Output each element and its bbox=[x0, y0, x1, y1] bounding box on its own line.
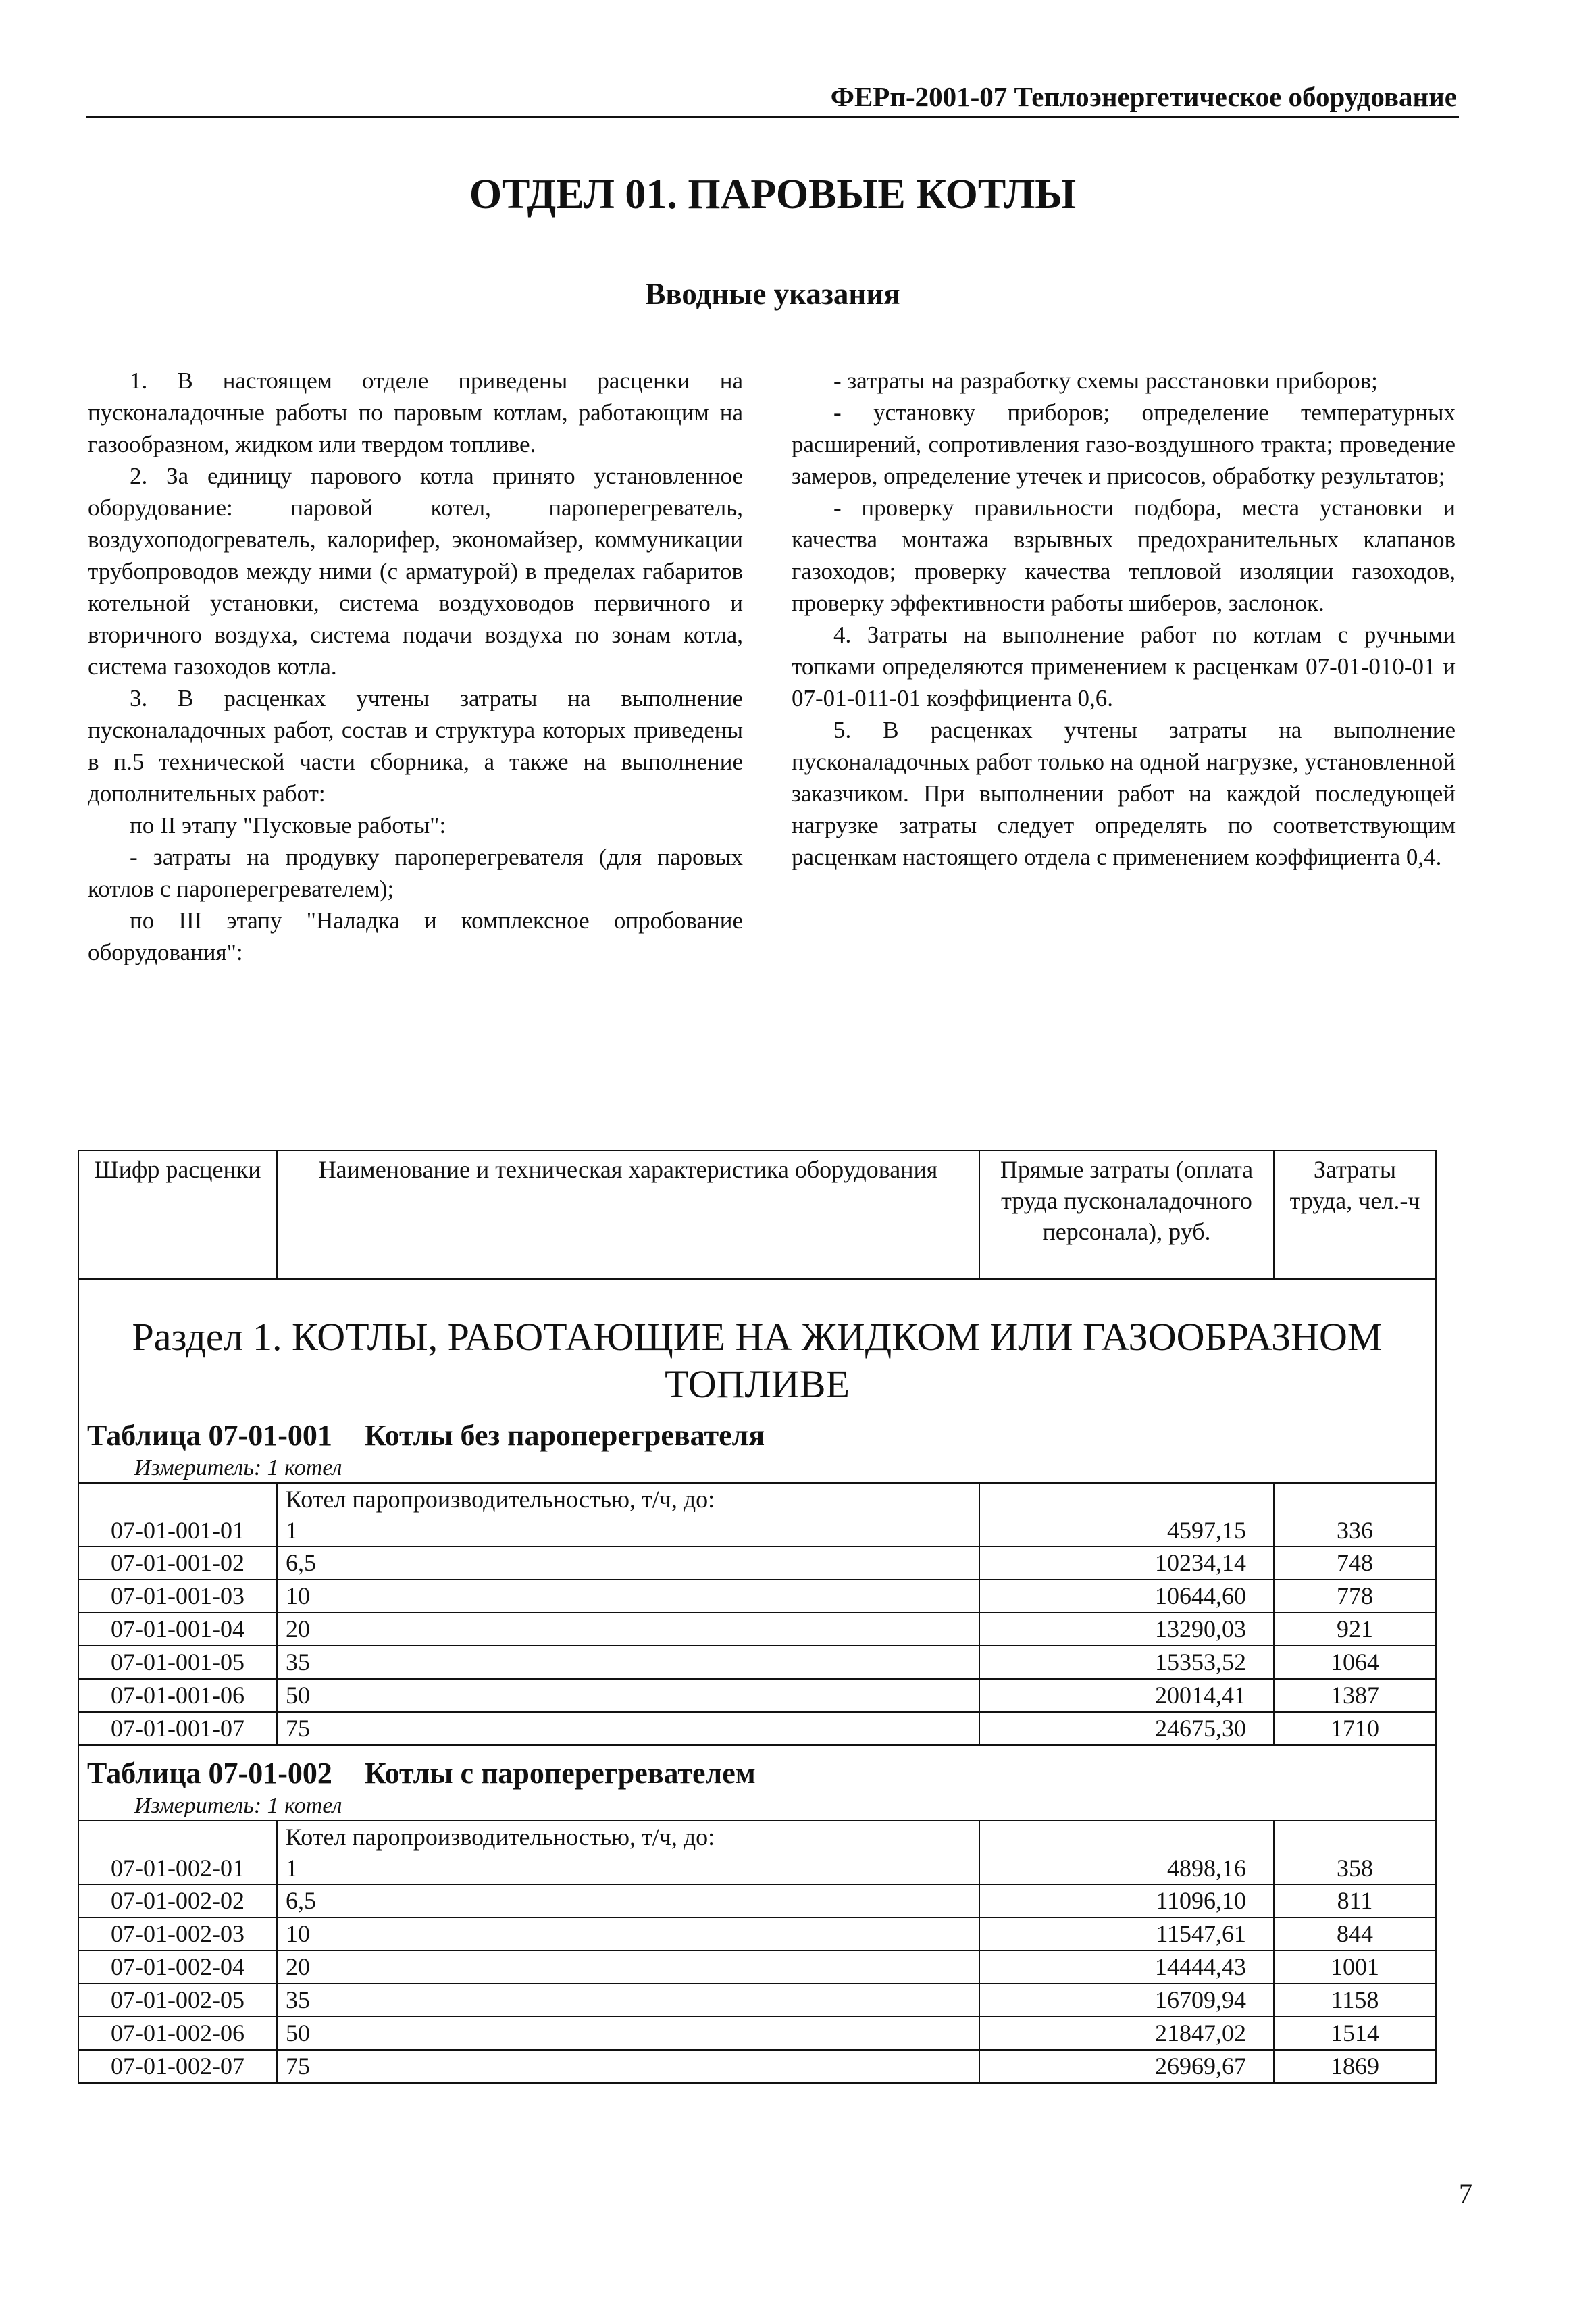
header-rule bbox=[86, 116, 1459, 118]
capacity-value: 75 bbox=[277, 1712, 979, 1745]
labor-hours: 1064 bbox=[1274, 1646, 1436, 1679]
intro-paragraph: по II этапу "Пусковые работы": bbox=[130, 812, 446, 838]
labor-hours: 1387 bbox=[1274, 1679, 1436, 1712]
table-row bbox=[78, 1884, 1436, 1917]
header-direct-cost: Прямые затраты (оплата труда пусконаладочного персонала), руб. bbox=[979, 1151, 1274, 1279]
intro-paragraph: - установку приборов; определение температурных расширений, сопротивления газо-воздушного тракта; проведение замеров, определение утечек и присосов, обработку результатов; bbox=[792, 399, 1456, 489]
header-labor: Затраты труда, чел.-ч bbox=[1274, 1151, 1436, 1279]
labor-hours: 748 bbox=[1274, 1546, 1436, 1580]
table-row bbox=[78, 1712, 1436, 1745]
capacity-value: 1 bbox=[286, 1517, 298, 1544]
rate-code: 07-01-001-06 bbox=[78, 1679, 277, 1712]
labor-hours: 1869 bbox=[1274, 2050, 1436, 2083]
direct-cost: 4597,15 bbox=[979, 1483, 1274, 1546]
intro-paragraph: - затраты на разработку схемы расстановки приборов; bbox=[833, 368, 1378, 394]
table-name: Котлы с пароперегревателем bbox=[364, 1757, 756, 1790]
rate-code: 07-01-001-03 bbox=[78, 1580, 277, 1613]
table-row bbox=[78, 1821, 1436, 1884]
direct-cost: 10234,14 bbox=[979, 1546, 1274, 1580]
boiler-label: Котел паропроизводительностью, т/ч, до: bbox=[286, 1823, 715, 1851]
page-number: 7 bbox=[1459, 2178, 1472, 2209]
rate-code: 07-01-001-02 bbox=[78, 1546, 277, 1580]
table-row bbox=[78, 1646, 1436, 1679]
table-title bbox=[78, 1745, 1436, 1792]
labor-hours: 1514 bbox=[1274, 2017, 1436, 2050]
intro-right-column bbox=[792, 365, 1456, 873]
table-row bbox=[78, 1917, 1436, 1951]
table-title-row bbox=[78, 1745, 1436, 1792]
direct-cost: 14444,43 bbox=[979, 1951, 1274, 1984]
intro-paragraph: по III этапу "Наладка и комплексное опробование оборудования": bbox=[88, 907, 743, 965]
rate-code: 07-01-002-03 bbox=[78, 1917, 277, 1951]
header-code: Шифр расценки bbox=[78, 1151, 277, 1279]
labor-hours: 1001 bbox=[1274, 1951, 1436, 1984]
table-row bbox=[78, 1613, 1436, 1646]
table-body bbox=[78, 1279, 1436, 2083]
direct-cost: 21847,02 bbox=[979, 2017, 1274, 2050]
direct-cost: 11547,61 bbox=[979, 1917, 1274, 1951]
measure-unit: Измеритель: 1 котел bbox=[78, 1792, 1436, 1821]
capacity-value: 1 bbox=[286, 1855, 298, 1882]
capacity-value: 6,5 bbox=[277, 1884, 979, 1917]
rate-code: 07-01-002-01 bbox=[78, 1821, 277, 1884]
capacity-value: 50 bbox=[277, 1679, 979, 1712]
table-row bbox=[78, 2050, 1436, 2083]
section-title: ОТДЕЛ 01. ПАРОВЫЕ КОТЛЫ bbox=[469, 172, 1077, 218]
labor-hours: 811 bbox=[1274, 1884, 1436, 1917]
rate-code: 07-01-002-06 bbox=[78, 2017, 277, 2050]
direct-cost: 16709,94 bbox=[979, 1984, 1274, 2017]
rates-table bbox=[78, 1150, 1437, 2084]
part-title-row bbox=[78, 1279, 1436, 1408]
capacity-value: 10 bbox=[277, 1580, 979, 1613]
boiler-label: Котел паропроизводительностью, т/ч, до: bbox=[286, 1486, 715, 1513]
table-title bbox=[78, 1408, 1436, 1454]
direct-cost: 26969,67 bbox=[979, 2050, 1274, 2083]
capacity-value: 35 bbox=[277, 1646, 979, 1679]
running-header: ФЕРп-2001-07 Теплоэнергетическое оборудование bbox=[830, 81, 1457, 112]
capacity-value: 20 bbox=[277, 1951, 979, 1984]
part-title: Раздел 1. КОТЛЫ, РАБОТАЮЩИЕ НА ЖИДКОМ ИЛИ ГАЗООБРАЗНОМ ТОПЛИВЕ bbox=[78, 1279, 1436, 1408]
intro-paragraph: - проверку правильности подбора, места установки и качества монтажа взрывных предохранительных клапанов газоходов; проверку качества тепловой изоляции газоходов, проверку эффективности работы шиберов, заслонок. bbox=[792, 495, 1456, 616]
rates-table-wrapper bbox=[78, 1150, 1435, 2084]
labor-hours: 778 bbox=[1274, 1580, 1436, 1613]
header-name: Наименование и техническая характеристика оборудования bbox=[277, 1151, 979, 1279]
direct-cost: 11096,10 bbox=[979, 1884, 1274, 1917]
intro-paragraph: 3. В расценках учтены затраты на выполнение пусконаладочных работ, состав и структура которых приведены в п.5 технической части сборника, а также на выполнение дополнительных работ: bbox=[88, 685, 743, 807]
rate-code: 07-01-002-05 bbox=[78, 1984, 277, 2017]
intro-left-column bbox=[88, 365, 743, 968]
capacity-value: 20 bbox=[277, 1613, 979, 1646]
rate-code: 07-01-001-05 bbox=[78, 1646, 277, 1679]
table-row bbox=[78, 1483, 1436, 1546]
rate-code: 07-01-001-07 bbox=[78, 1712, 277, 1745]
table-header-row bbox=[78, 1151, 1436, 1279]
labor-hours: 336 bbox=[1274, 1483, 1436, 1546]
table-name: Котлы без пароперегревателя bbox=[364, 1419, 765, 1452]
capacity-value: 10 bbox=[277, 1917, 979, 1951]
labor-hours: 1710 bbox=[1274, 1712, 1436, 1745]
rate-code: 07-01-002-02 bbox=[78, 1884, 277, 1917]
capacity-value: 75 bbox=[277, 2050, 979, 2083]
rate-code: 07-01-001-04 bbox=[78, 1613, 277, 1646]
capacity-value: 6,5 bbox=[277, 1546, 979, 1580]
labor-hours: 358 bbox=[1274, 1821, 1436, 1884]
table-number: Таблица 07-01-001 bbox=[87, 1419, 332, 1452]
direct-cost: 10644,60 bbox=[979, 1580, 1274, 1613]
labor-hours: 844 bbox=[1274, 1917, 1436, 1951]
table-number: Таблица 07-01-002 bbox=[87, 1757, 332, 1790]
measure-row bbox=[78, 1792, 1436, 1821]
direct-cost: 20014,41 bbox=[979, 1679, 1274, 1712]
table-row bbox=[78, 1951, 1436, 1984]
direct-cost: 15353,52 bbox=[979, 1646, 1274, 1679]
direct-cost: 4898,16 bbox=[979, 1821, 1274, 1884]
intro-paragraph: 2. За единицу парового котла принято установленное оборудование: паровой котел, пароперегреватель, воздухоподогреватель, калорифер, экономайзер, коммуникации трубопроводов между ними (с арматурой) в пределах габаритов котельной установки, система воздуховодов первичного и вторичного воздуха, система подачи воздуха по зонам котла, система газоходов котла. bbox=[88, 463, 743, 680]
labor-hours: 921 bbox=[1274, 1613, 1436, 1646]
measure-row bbox=[78, 1454, 1436, 1483]
intro-paragraph: 4. Затраты на выполнение работ по котлам с ручными топками определяются применением к расценкам 07-01-010-01 и 07-01-011-01 коэффициента 0,6. bbox=[792, 622, 1456, 711]
table-row bbox=[78, 1679, 1436, 1712]
table-row bbox=[78, 2017, 1436, 2050]
direct-cost: 13290,03 bbox=[979, 1613, 1274, 1646]
measure-unit: Измеритель: 1 котел bbox=[78, 1454, 1436, 1483]
table-row bbox=[78, 1580, 1436, 1613]
capacity-value: 50 bbox=[277, 2017, 979, 2050]
labor-hours: 1158 bbox=[1274, 1984, 1436, 2017]
equipment-cell bbox=[277, 1821, 979, 1884]
capacity-value: 35 bbox=[277, 1984, 979, 2017]
equipment-cell bbox=[277, 1483, 979, 1546]
intro-paragraph: 5. В расценках учтены затраты на выполнение пусконаладочных работ только на одной нагрузке, установленной заказчиком. При выполнении работ на каждой последующей нагрузке затраты следует определять по соответствующим расценкам настоящего отдела с применением коэффициента 0,4. bbox=[792, 717, 1456, 870]
direct-cost: 24675,30 bbox=[979, 1712, 1274, 1745]
intro-title: Вводные указания bbox=[645, 277, 900, 311]
rate-code: 07-01-002-04 bbox=[78, 1951, 277, 1984]
table-title-row bbox=[78, 1408, 1436, 1454]
intro-paragraph: - затраты на продувку пароперегревателя (для паровых котлов с пароперегревателем); bbox=[88, 844, 743, 902]
table-row bbox=[78, 1984, 1436, 2017]
intro-paragraph: 1. В настоящем отделе приведены расценки на пусконаладочные работы по паровым котлам, работающим на газообразном, жидком или твердом топливе. bbox=[88, 368, 743, 457]
rate-code: 07-01-002-07 bbox=[78, 2050, 277, 2083]
rate-code: 07-01-001-01 bbox=[78, 1483, 277, 1546]
table-row bbox=[78, 1546, 1436, 1580]
